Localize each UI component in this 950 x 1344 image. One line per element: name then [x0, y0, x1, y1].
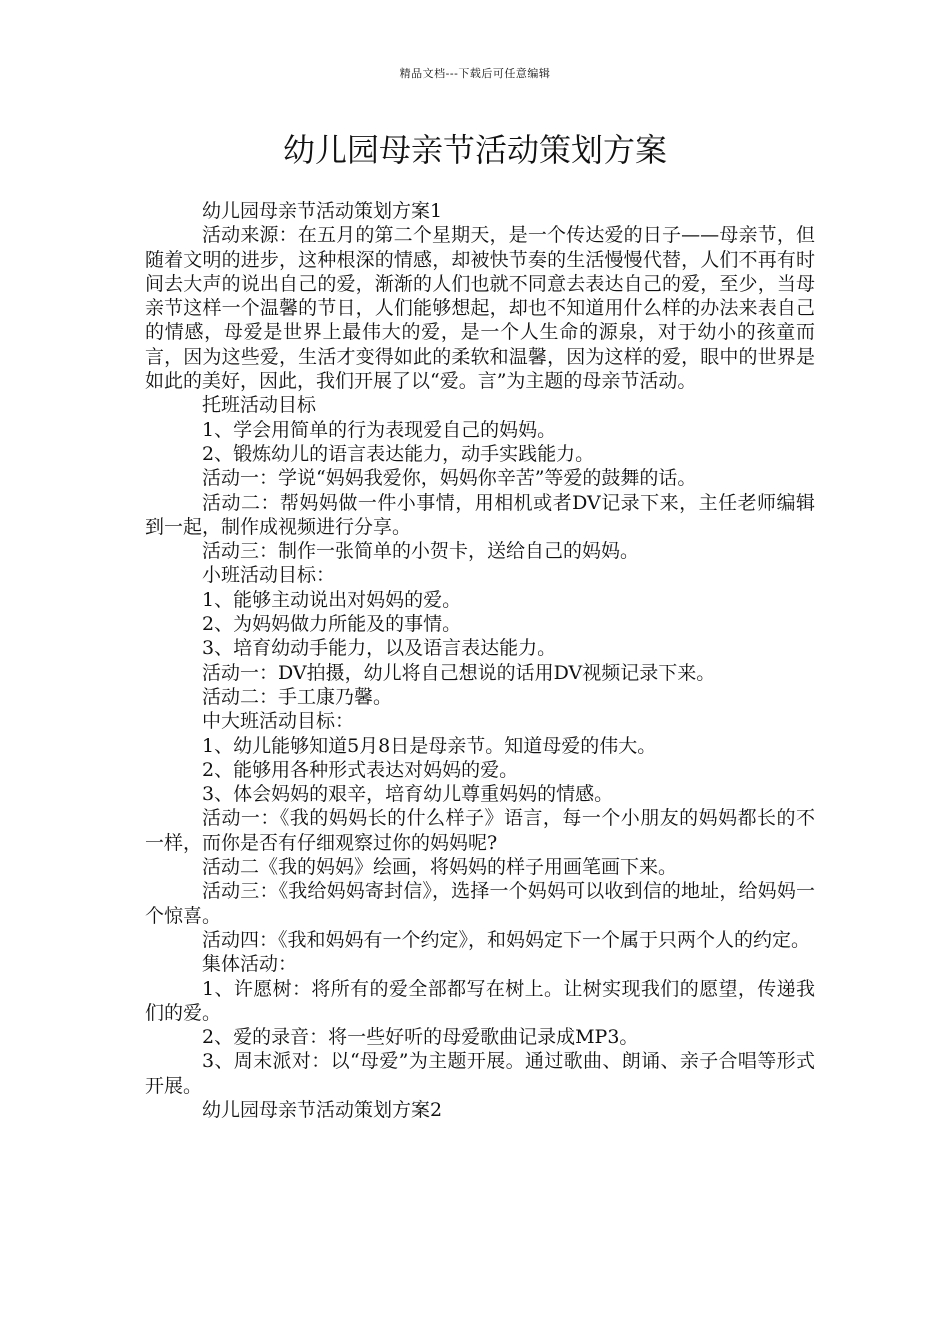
- list-item: 2、能够用各种形式表达对妈妈的爱。: [202, 758, 519, 781]
- list-item: 2、锻炼幼儿的语言表达能力，动手实践能力。: [202, 442, 595, 465]
- section-heading-small-class-goals: 小班活动目标：: [202, 564, 336, 587]
- section-heading-group-activities: 集体活动：: [202, 953, 298, 976]
- list-item: 1、幼儿能够知道5月8日是母亲节。知道母爱的伟大。: [202, 734, 657, 757]
- list-item: 活动一：学说“妈妈我爱你，妈妈你辛苦”等爱的鼓舞的话。: [202, 467, 697, 490]
- section-heading-plan-2: 幼儿园母亲节活动策划方案2: [202, 1098, 443, 1121]
- section-heading-toddler-goals: 托班活动目标: [202, 394, 317, 417]
- list-item: 活动一：《我的妈妈长的什么样子》语言，每一个小朋友的妈妈都长的不一样，而你是否有仔细观察过你的妈妈呢?: [145, 807, 815, 854]
- document-title: 幼儿园母亲节活动策划方案: [282, 131, 667, 169]
- header-note: 精品文档---下载后可任意编辑: [399, 67, 551, 80]
- list-item: 3、培育幼动手能力，以及语言表达能力。: [202, 637, 557, 660]
- document-body: [145, 199, 815, 1122]
- list-item: 活动三：制作一张简单的小贺卡，送给自己的妈妈。: [202, 540, 640, 563]
- list-item: 活动二：手工康乃馨。: [202, 685, 393, 708]
- list-item: 活动一：DV拍摄，幼儿将自己想说的话用DV视频记录下来。: [202, 661, 716, 684]
- list-item: 活动三：《我给妈妈寄封信》，选择一个妈妈可以收到信的地址，给妈妈一个惊喜。: [145, 880, 815, 927]
- section-heading-middle-large-class-goals: 中大班活动目标：: [202, 710, 355, 733]
- paragraph-activity-origin: 活动来源：在五月的第二个星期天，是一个传达爱的日子——母亲节，但随着文明的进步，这种根深的情感，却被快节奏的生活慢慢代替，人们不再有时间去大声的说出自己的爱，渐渐的人们也就不同意去表达自己的爱，至少，当母亲节这样一个温馨的节日，人们能够想起，却也不知道用什么样的办法来表自己的情感，母爱是世界上最伟大的爱，是一个人生命的源泉，对于幼小的孩童而言，因为这些爱，生活才变得如此的柔软和温馨，因为这样的爱，眼中的世界是如此的美好，因此，我们开展了以“爱。言”为主题的母亲节活动。: [145, 224, 815, 393]
- list-item: 活动二：帮妈妈做一件小事情，用相机或者DV记录下来，主任老师编辑到一起，制作成视频进行分享。: [145, 491, 815, 538]
- list-item: 1、能够主动说出对妈妈的爱。: [202, 588, 462, 611]
- list-item: 3、周末派对：以“母爱”为主题开展。通过歌曲、朗诵、亲子合唱等形式开展。: [145, 1050, 815, 1097]
- list-item: 活动四：《我和妈妈有一个约定》，和妈妈定下一个属于只两个人的约定。: [202, 928, 811, 951]
- list-item: 2、为妈妈做力所能及的事情。: [202, 613, 462, 636]
- section-heading-plan-1: 幼儿园母亲节活动策划方案1: [202, 200, 443, 222]
- list-item: 活动二《我的妈妈》绘画，将妈妈的样子用画笔画下来。: [202, 856, 678, 879]
- list-item: 2、爱的录音：将一些好听的母爱歌曲记录成MP3。: [202, 1026, 639, 1049]
- list-item: 1、学会用简单的行为表现爱自己的妈妈。: [202, 418, 557, 441]
- list-item: 1、许愿树：将所有的爱全部都写在树上。让树实现我们的愿望，传递我们的爱。: [145, 977, 815, 1024]
- list-item: 3、体会妈妈的艰辛，培育幼儿尊重妈妈的情感。: [202, 783, 614, 806]
